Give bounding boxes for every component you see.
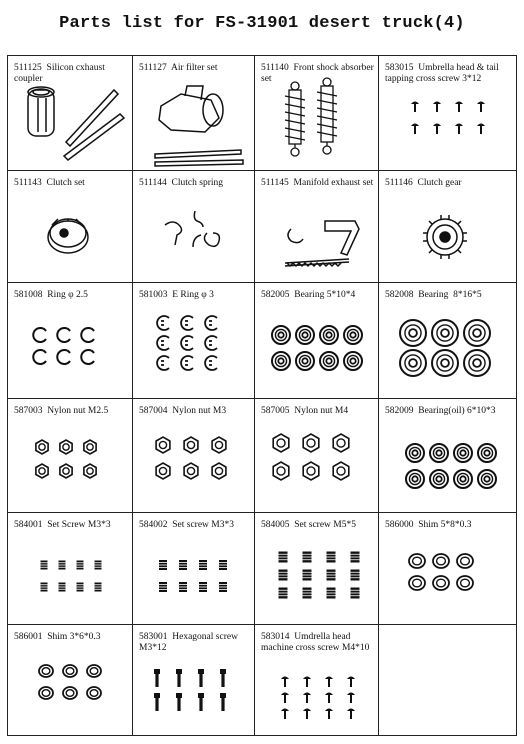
bearing-icon bbox=[344, 352, 362, 370]
nut-icon bbox=[333, 434, 349, 452]
part-cell-511125 bbox=[8, 56, 133, 171]
bearing-icon bbox=[432, 320, 458, 346]
screw-icon bbox=[477, 124, 485, 135]
screw-icon bbox=[455, 102, 463, 113]
screw-icon bbox=[325, 677, 333, 688]
part-label: 581003 E Ring φ 3 bbox=[139, 290, 214, 300]
part-cell-584005 bbox=[255, 513, 379, 625]
hex-screw-icon bbox=[154, 669, 160, 687]
part-cell-587003 bbox=[8, 399, 133, 513]
screw-icon bbox=[347, 677, 355, 688]
screw-icon bbox=[281, 693, 289, 704]
hex-screw-icon bbox=[198, 669, 204, 687]
ring-illustration bbox=[8, 283, 132, 398]
ring-icon bbox=[33, 328, 46, 342]
part-cell-586000 bbox=[379, 513, 516, 625]
screw-icon bbox=[303, 693, 311, 704]
set-screw-icon bbox=[303, 570, 312, 581]
set-screw-icon bbox=[159, 560, 167, 570]
bearing-icon bbox=[464, 350, 490, 376]
nut-icon bbox=[184, 463, 198, 479]
set-screw-m3-b-illustration bbox=[133, 513, 254, 624]
e-ring-icon bbox=[157, 356, 169, 370]
screw-icon bbox=[281, 677, 289, 688]
set-screw-icon bbox=[179, 560, 187, 570]
bearing-icon bbox=[432, 350, 458, 376]
part-cell-511145 bbox=[255, 171, 379, 283]
shim-icon bbox=[433, 554, 449, 568]
shim-icon bbox=[409, 554, 425, 568]
nylon-nut-m3-illustration bbox=[133, 399, 254, 512]
bearing-icon bbox=[296, 352, 314, 370]
set-screw-icon bbox=[279, 570, 288, 581]
part-label: 587005 Nylon nut M4 bbox=[261, 406, 349, 416]
screw-icon bbox=[303, 709, 311, 720]
bearing-icon bbox=[406, 444, 424, 462]
part-label: 511145 Manifold exhaust set bbox=[261, 178, 374, 188]
shim-icon bbox=[87, 665, 101, 677]
screw-icon bbox=[303, 677, 311, 688]
ring-icon bbox=[81, 350, 94, 364]
bearing-icon bbox=[296, 326, 314, 344]
part-cell-584002 bbox=[133, 513, 255, 625]
bearing-icon bbox=[400, 350, 426, 376]
bearing-icon bbox=[430, 444, 448, 462]
bearing-icon bbox=[320, 352, 338, 370]
screw-icon bbox=[455, 124, 463, 135]
set-screw-icon bbox=[95, 583, 102, 592]
part-cell-587004 bbox=[133, 399, 255, 513]
nylon-nut-m2-5-illustration bbox=[8, 399, 132, 512]
part-label: 587004 Nylon nut M3 bbox=[139, 406, 227, 416]
part-label: 583001 Hexagonal screw M3*12 bbox=[139, 632, 241, 653]
nut-icon bbox=[36, 440, 48, 454]
bearing-icon bbox=[478, 470, 496, 488]
page-title: Parts list for FS-31901 desert truck(4) bbox=[59, 14, 465, 33]
set-screw-m5-illustration bbox=[255, 513, 378, 624]
part-label: 511125 Silicon cxhaust coupler bbox=[14, 63, 108, 84]
set-screw-icon bbox=[303, 588, 312, 599]
e-ring-icon bbox=[181, 336, 193, 350]
part-cell-581003 bbox=[133, 283, 255, 399]
set-screw-icon bbox=[219, 560, 227, 570]
nylon-nut-m4-illustration bbox=[255, 399, 378, 512]
part-label: 582005 Bearing 5*10*4 bbox=[261, 290, 356, 300]
e-ring-icon bbox=[181, 316, 193, 330]
set-screw-icon bbox=[199, 560, 207, 570]
part-label: 582009 Bearing(oil) 6*10*3 bbox=[385, 406, 496, 416]
part-label: 581008 Ring φ 2.5 bbox=[14, 290, 88, 300]
shim-icon bbox=[63, 687, 77, 699]
set-screw-icon bbox=[303, 552, 312, 563]
bearing-icon bbox=[406, 470, 424, 488]
clutch-illustration bbox=[8, 171, 132, 282]
shim-icon bbox=[457, 554, 473, 568]
nut-icon bbox=[273, 434, 289, 452]
part-cell-582005 bbox=[255, 283, 379, 399]
e-ring-icon bbox=[205, 356, 217, 370]
set-screw-icon bbox=[159, 582, 167, 592]
screw-icon bbox=[433, 102, 441, 113]
bearing-small-illustration bbox=[255, 283, 378, 398]
part-label: 587003 Nylon nut M2.5 bbox=[14, 406, 109, 416]
tapping-screw-illustration bbox=[379, 56, 516, 170]
part-label: 586000 Shim 5*8*0.3 bbox=[385, 520, 472, 530]
part-cell-582008 bbox=[379, 283, 516, 399]
part-cell-583001 bbox=[133, 625, 255, 735]
set-screw-icon bbox=[351, 570, 360, 581]
bearing-icon bbox=[320, 326, 338, 344]
set-screw-icon bbox=[199, 582, 207, 592]
e-ring-icon bbox=[157, 336, 169, 350]
set-screw-icon bbox=[41, 561, 48, 570]
part-label: 511140 Front shock absorber set bbox=[261, 63, 377, 84]
part-cell-511146 bbox=[379, 171, 516, 283]
shock-absorber-illustration bbox=[255, 56, 378, 170]
set-screw-icon bbox=[59, 583, 66, 592]
shim-icon bbox=[39, 687, 53, 699]
part-cell-empty bbox=[379, 625, 516, 735]
bearing-icon bbox=[400, 320, 426, 346]
part-label: 586001 Shim 3*6*0.3 bbox=[14, 632, 101, 642]
nut-icon bbox=[156, 463, 170, 479]
part-label: 584005 Set screw M5*5 bbox=[261, 520, 356, 530]
set-screw-icon bbox=[179, 582, 187, 592]
oil-bearing-illustration bbox=[379, 399, 516, 512]
nut-icon bbox=[60, 464, 72, 478]
shim-icon bbox=[63, 665, 77, 677]
part-label: 511127 Air filter set bbox=[139, 63, 218, 73]
part-cell-511127 bbox=[133, 56, 255, 171]
set-screw-icon bbox=[279, 588, 288, 599]
nut-icon bbox=[184, 437, 198, 453]
parts-grid bbox=[7, 55, 517, 736]
hex-screw-icon bbox=[176, 669, 182, 687]
shim-3-6-illustration bbox=[8, 625, 132, 735]
screw-icon bbox=[433, 124, 441, 135]
shim-5-8-illustration bbox=[379, 513, 516, 624]
part-cell-582009 bbox=[379, 399, 516, 513]
e-ring-icon bbox=[205, 316, 217, 330]
part-cell-583014 bbox=[255, 625, 379, 735]
clutch-spring-illustration bbox=[133, 171, 254, 282]
part-label: 583015 Umbrella head & tail tapping cross screw 3*12 bbox=[385, 63, 502, 84]
part-cell-584001 bbox=[8, 513, 133, 625]
set-screw-icon bbox=[77, 561, 84, 570]
hex-screw-icon bbox=[220, 693, 226, 711]
exhaust-coupler-illustration bbox=[8, 56, 132, 170]
ring-icon bbox=[81, 328, 94, 342]
shim-icon bbox=[409, 576, 425, 590]
part-label: 584002 Set screw M3*3 bbox=[139, 520, 234, 530]
hex-screw-icon bbox=[154, 693, 160, 711]
e-ring-illustration bbox=[133, 283, 254, 398]
nut-icon bbox=[333, 462, 349, 480]
part-label: 582008 Bearing 8*16*5 bbox=[385, 290, 482, 300]
e-ring-icon bbox=[157, 316, 169, 330]
part-cell-581008 bbox=[8, 283, 133, 399]
set-screw-icon bbox=[77, 583, 84, 592]
bearing-icon bbox=[478, 444, 496, 462]
hex-screw-icon bbox=[176, 693, 182, 711]
e-ring-icon bbox=[205, 336, 217, 350]
nut-icon bbox=[84, 440, 96, 454]
screw-icon bbox=[347, 693, 355, 704]
set-screw-icon bbox=[41, 583, 48, 592]
air-filter-illustration bbox=[133, 56, 254, 170]
screw-icon bbox=[411, 102, 419, 113]
nut-icon bbox=[212, 437, 226, 453]
nut-icon bbox=[303, 462, 319, 480]
part-cell-511140 bbox=[255, 56, 379, 171]
shim-icon bbox=[433, 576, 449, 590]
set-screw-icon bbox=[327, 588, 336, 599]
shim-icon bbox=[39, 665, 53, 677]
hex-screw-illustration bbox=[133, 625, 254, 735]
set-screw-icon bbox=[327, 570, 336, 581]
e-ring-icon bbox=[181, 356, 193, 370]
hex-screw-icon bbox=[220, 669, 226, 687]
part-label: 511144 Clutch spring bbox=[139, 178, 224, 188]
manifold-exhaust-illustration bbox=[255, 171, 378, 282]
part-label: 584001 Set Screw M3*3 bbox=[14, 520, 111, 530]
part-cell-511144 bbox=[133, 171, 255, 283]
bearing-icon bbox=[272, 326, 290, 344]
bearing-icon bbox=[344, 326, 362, 344]
set-screw-icon bbox=[95, 561, 102, 570]
nut-icon bbox=[212, 463, 226, 479]
screw-icon bbox=[325, 693, 333, 704]
bearing-large-illustration bbox=[379, 283, 516, 398]
nut-icon bbox=[303, 434, 319, 452]
ring-icon bbox=[57, 350, 70, 364]
set-screw-icon bbox=[351, 588, 360, 599]
nut-icon bbox=[273, 462, 289, 480]
machine-cross-screw-illustration bbox=[255, 625, 378, 735]
shim-icon bbox=[457, 576, 473, 590]
bearing-icon bbox=[430, 470, 448, 488]
screw-icon bbox=[281, 709, 289, 720]
clutch-gear-illustration bbox=[379, 171, 516, 282]
nut-icon bbox=[36, 464, 48, 478]
nut-icon bbox=[84, 464, 96, 478]
ring-icon bbox=[33, 350, 46, 364]
part-label: 583014 Umdrella head machine cross screw M4*10 bbox=[261, 632, 370, 653]
ring-icon bbox=[57, 328, 70, 342]
part-cell-511143 bbox=[8, 171, 133, 283]
bearing-icon bbox=[272, 352, 290, 370]
screw-icon bbox=[477, 102, 485, 113]
shim-icon bbox=[87, 687, 101, 699]
part-cell-583015 bbox=[379, 56, 516, 171]
set-screw-icon bbox=[59, 561, 66, 570]
set-screw-m3-illustration bbox=[8, 513, 132, 624]
screw-icon bbox=[325, 709, 333, 720]
nut-icon bbox=[60, 440, 72, 454]
part-cell-587005 bbox=[255, 399, 379, 513]
hex-screw-icon bbox=[198, 693, 204, 711]
part-label: 511143 Clutch set bbox=[14, 178, 85, 188]
nut-icon bbox=[156, 437, 170, 453]
set-screw-icon bbox=[351, 552, 360, 563]
part-label: 511146 Clutch gear bbox=[385, 178, 462, 188]
bearing-icon bbox=[454, 470, 472, 488]
bearing-icon bbox=[454, 444, 472, 462]
set-screw-icon bbox=[279, 552, 288, 563]
screw-icon bbox=[411, 124, 419, 135]
screw-icon bbox=[347, 709, 355, 720]
set-screw-icon bbox=[327, 552, 336, 563]
part-cell-586001 bbox=[8, 625, 133, 735]
bearing-icon bbox=[464, 320, 490, 346]
set-screw-icon bbox=[219, 582, 227, 592]
